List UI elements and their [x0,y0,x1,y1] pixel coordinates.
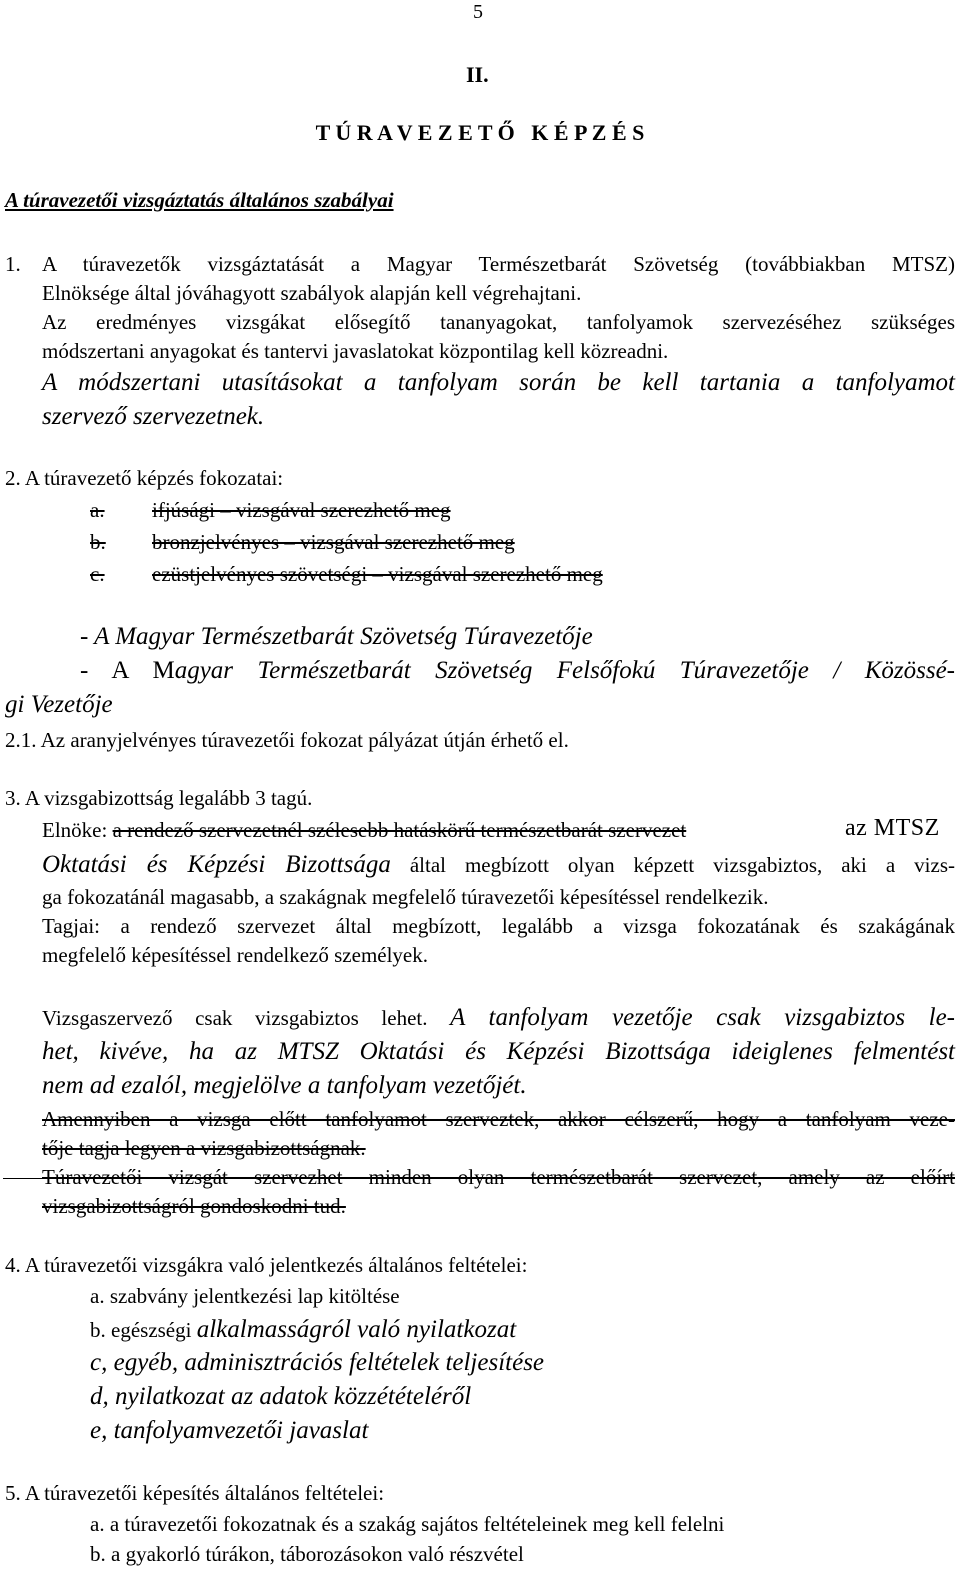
s4-item-a: a. szabvány jelentkezési lap kitöltése [90,1284,400,1308]
s5-item-b: b. a gyakorló túrákon, táborozásokon való részvétel [90,1542,524,1566]
s3-chair-label: Elnöke: [42,818,113,842]
s2-item-a: ifjúsági – vizsgával szerezhető meg [152,498,451,522]
page-number: 5 [473,1,483,23]
s4-item-b-plain: b. egészségi [90,1318,197,1342]
s4-item-d: d, nyilatkozat az adatok közzétételéről [90,1383,472,1410]
s3-chair-line-1 [42,818,686,843]
s3-struck-line-3: Túravezetői vizsgát szervezhet minden olyan természetbarát szervezet, amely az előírt [42,1165,955,1189]
s3-organizer-plain: Vizsgaszervező csak vizsgabiztos lehet. [42,1006,451,1030]
s3-organizer-italic: A tanfolyam vezetője csak vizsgabiztos le- [450,1004,956,1031]
s1-line-4: módszertani anyagokat és tantervi javaslatokat központilag kell közreadni. [42,339,669,363]
s4-item-b-italic: alkalmasságról való nyilatkozat [196,1316,517,1343]
s1-line-2: Elnöksége által jóváhagyott szabályok alapján kell végrehajtani. [42,281,582,305]
s3-chair-line-3: ga fokozatánál magasabb, a szakágnak megfelelő túravezetői képesítéssel rendelkezik. [42,885,769,909]
s2-item-c: ezüstjelvényes szövetségi – vizsgával szerezhető meg [152,562,603,586]
s3-chair-new: az MTSZ [845,815,940,841]
s4-item-c: c, egyéb, adminisztrációs feltételek teljesítése [90,1349,545,1376]
s3-struck-line-2: tője tagja legyen a vizsgabizottságnak. [42,1136,366,1160]
s3-struck-leading-dash [3,1178,42,1179]
s2-item-b: bronzjelvényes – vizsgával szerezhető meg [152,530,515,554]
s3-title: 3. A vizsgabizottság legalább 3 tagú. [5,786,313,810]
s3-organizer-line-3: nem ad ezalól, megjelölve a tanfolyam vezetőjét. [42,1072,527,1099]
s3-chair-struck: a rendező szervezetnél szélesebb hatáskörű természetbarát szervezet [112,818,687,842]
section-number: II. [466,62,489,87]
s3-members-line-2: megfelelő képesítéssel rendelkező személyek. [42,943,428,967]
s3-organizer-line-2: het, kivéve, ha az MTSZ Oktatási és Képzési Bizottsága ideiglenes felmentést [42,1038,955,1065]
s5-title: 5. A túravezetői képesítés általános feltételei: [5,1481,385,1505]
s4-title: 4. A túravezetői vizsgákra való jelentkezés általános feltételei: [5,1253,528,1277]
s2-level-2-cont: gi Vezetője [5,691,113,718]
s3-chair-line-2 [42,850,955,880]
s3-chair-italic: Oktatási és Képzési Bizottsága [42,851,391,878]
s1-line-6: szervező szervezetnek. [42,403,265,430]
s3-chair-rest: által megbízott olyan képzett vizsgabiztos, aki a vizs- [390,853,955,877]
s2-item-b-letter: b. [90,530,106,554]
s2-level-2-a: - A M [80,657,175,684]
section-subheading: A túravezetői vizsgáztatás általános szabályai [5,188,394,212]
s1-number: 1. [5,252,21,276]
s3-organizer-line-1 [42,1003,955,1033]
s3-struck-line-4: vizsgabizottságról gondoskodni tud. [42,1194,346,1218]
chapter-heading: T Ú R A V E Z E T Ő K É P Z É S [315,120,645,145]
s1-line-1: A túravezetők vizsgáztatását a Magyar Természetbarát Szövetség (továbbiakban MTSZ) [42,252,955,276]
s2-level-2 [80,656,955,686]
s3-members-line-1: Tagjai: a rendező szervezet által megbízott, legalább a vizsga fokozatának és szakágának [42,914,955,938]
s5-item-a: a. a túravezetői fokozatnak és a szakág sajátos feltételeinek meg kell felelni [90,1512,725,1536]
s2-1-line: 2.1. Az aranyjelvényes túravezetői fokozat pályázat útján érhető el. [5,728,569,752]
s1-line-5: A módszertani utasításokat a tanfolyam során be kell tartania a tanfolyamot [42,369,955,396]
s2-level-1: - A Magyar Természetbarát Szövetség Túravezetője [80,623,593,650]
s2-item-a-letter: a. [90,498,105,522]
s3-struck-line-1: Amennyiben a vizsga előtt tanfolyamot szerveztek, akkor célszerű, hogy a tanfolyam veze- [42,1107,955,1131]
s4-item-e: e, tanfolyamvezetői javaslat [90,1417,369,1444]
s1-line-3: Az eredményes vizsgákat elősegítő tananyagokat, tanfolyamok szervezéséhez szükséges [42,310,955,334]
s2-title: 2. A túravezető képzés fokozatai: [5,466,284,490]
s2-item-c-letter: c. [90,562,105,586]
s4-item-b [90,1315,516,1345]
s2-level-2-b: agyar Természetbarát Szövetség Felsőfokú Túravezetője / Közössé- [174,657,955,684]
